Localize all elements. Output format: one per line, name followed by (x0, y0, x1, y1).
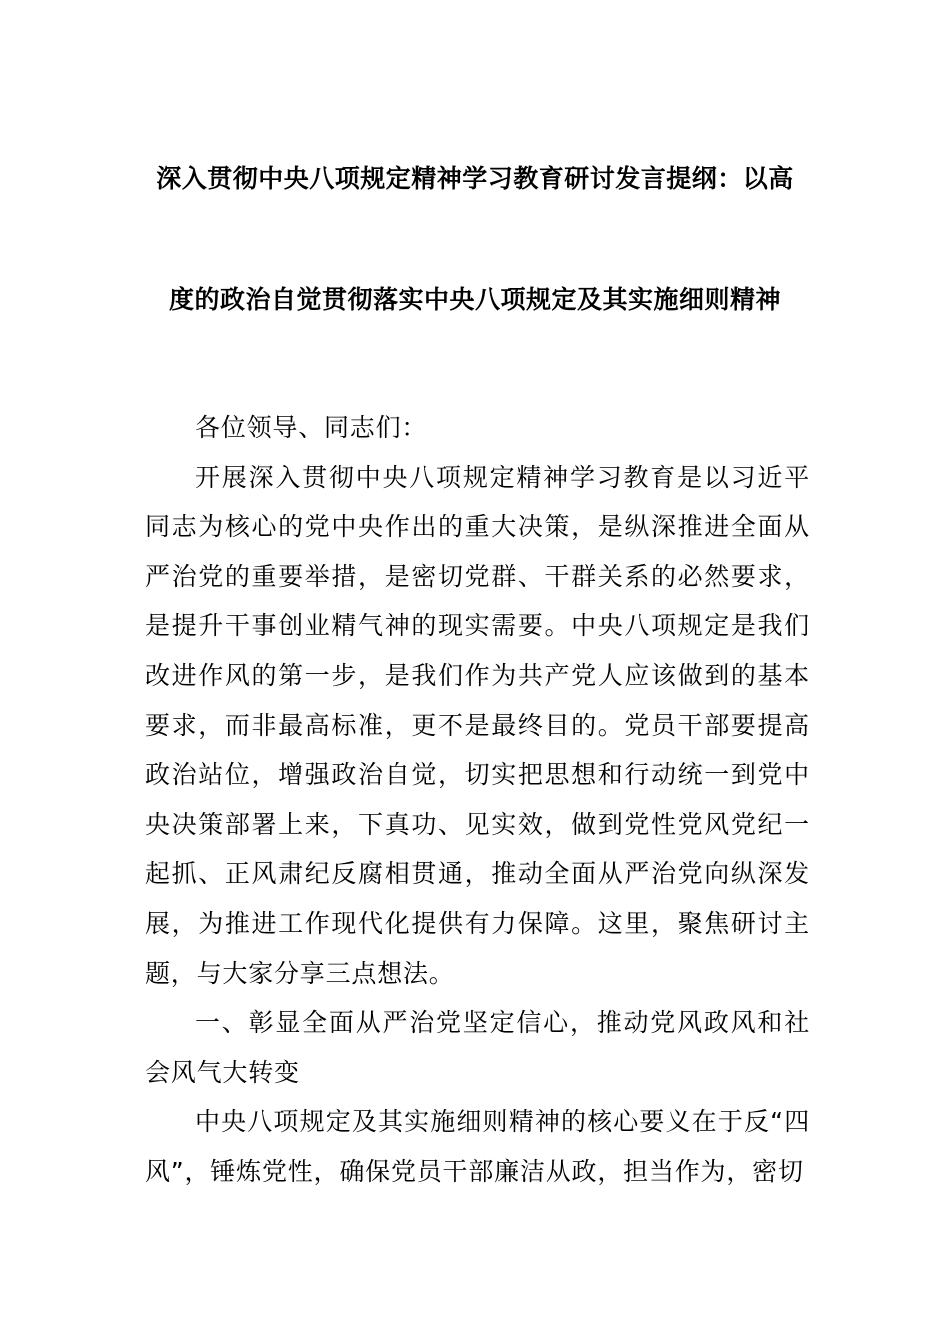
section-heading-1: 一、彰显全面从严治党坚定信心，推动党风政风和社会风气大转变 (145, 1008, 810, 1087)
opening-paragraph: 开展深入贯彻中央八项规定精神学习教育是以习近平同志为核心的党中央作出的重大决策，是纵深推进全面从严治党的重要举措，是密切党群、干群关系的必然要求，是提升干事创业精气神的现实需要。中央八项规定是我们改进作风的第一步，是我们作为共产党人应该做到的基本要求，而非最高标准，更不是最终目的。党员干部要提高政治站位，增强政治自觉，切实把思想和行动统一到党中央决策部署上来，下真功、见实效，做到党性党风党纪一起抓、正风肃纪反腐相贯通，推动全面从严治党向纵深发展，为推进工作现代化提供有力保障。这里，聚焦研讨主题，与大家分享三点想法。 (145, 462, 810, 988)
document-body (145, 403, 810, 1197)
document-title-line-1: 深入贯彻中央八项规定精神学习教育研讨发言提纲：以高 (156, 164, 794, 193)
section-1-paragraph: 中央八项规定及其实施细则精神的核心要义在于反“四风”，锤炼党性，确保党员干部廉洁从政，担当作为，密切 (145, 1107, 810, 1186)
salutation-paragraph: 各位领导、同志们： (195, 413, 428, 442)
document-title-line-2: 度的政治自觉贯彻落实中央八项规定及其实施细则精神 (168, 285, 781, 314)
